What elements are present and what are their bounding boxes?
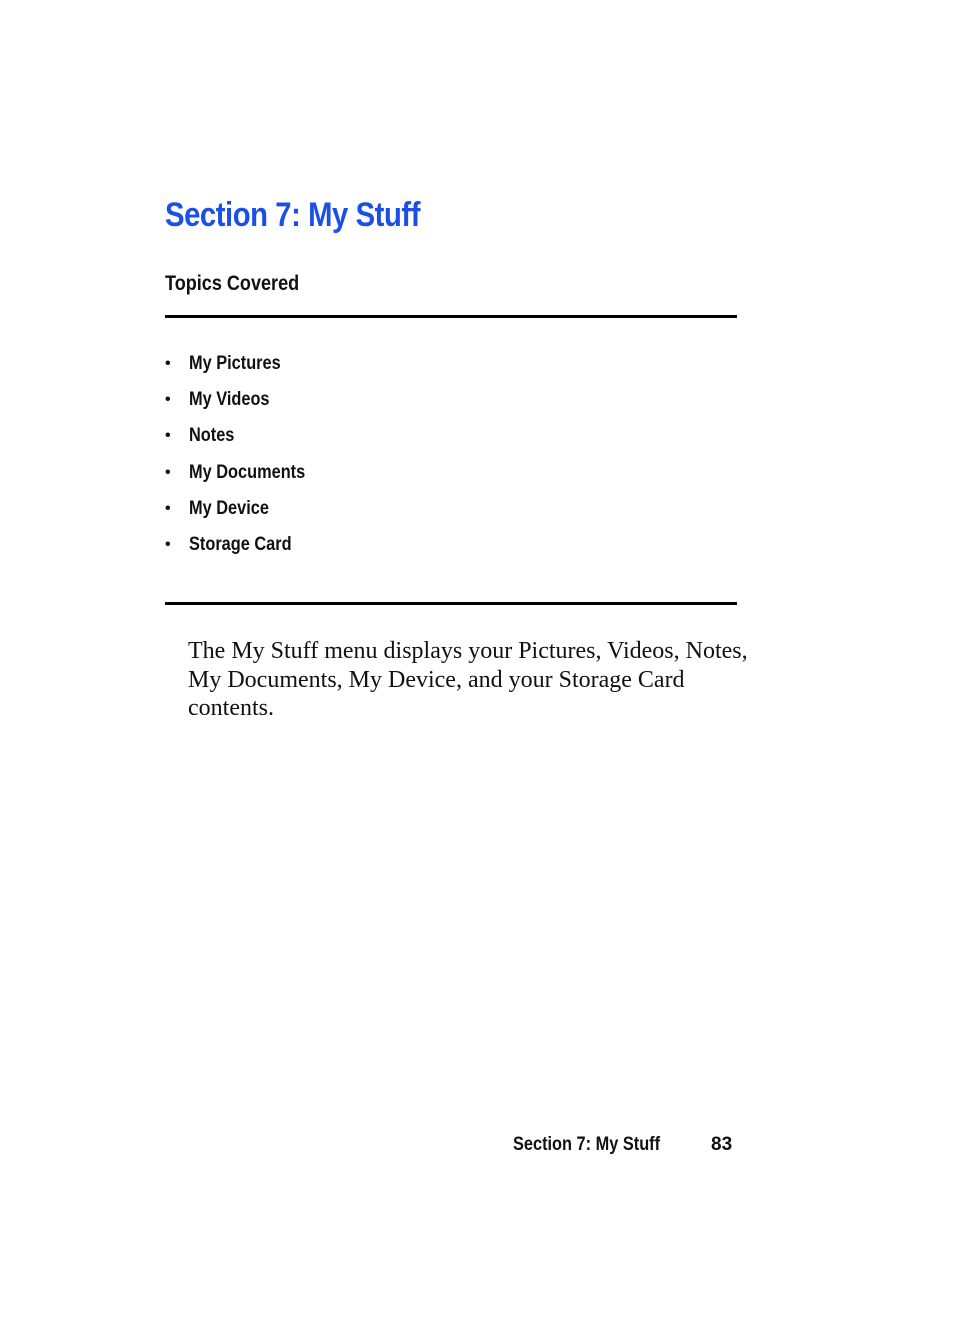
topic-label: My Pictures xyxy=(189,353,281,375)
topic-label: My Device xyxy=(189,497,269,519)
bullet-icon: • xyxy=(165,463,171,481)
list-item xyxy=(165,382,324,418)
topics-heading: Topics Covered xyxy=(165,272,300,295)
topics-list xyxy=(165,346,324,563)
topic-label: My Videos xyxy=(189,389,270,411)
bullet-icon: • xyxy=(165,536,171,554)
page-number: 83 xyxy=(711,1134,733,1155)
list-item xyxy=(165,527,324,563)
divider-bottom xyxy=(165,602,737,605)
bullet-icon: • xyxy=(165,427,171,445)
bullet-icon: • xyxy=(165,355,171,373)
divider-top xyxy=(165,315,737,318)
topic-label: Notes xyxy=(189,425,235,447)
intro-paragraph: The My Stuff menu displays your Pictures, Videos, Notes, My Documents, My Device, and your Storage Card contents. xyxy=(188,638,748,722)
page-title: Section 7: My Stuff xyxy=(165,196,421,234)
bullet-icon: • xyxy=(165,499,171,517)
list-item xyxy=(165,491,324,527)
topic-label: My Documents xyxy=(189,461,306,483)
list-item xyxy=(165,418,324,454)
bullet-icon: • xyxy=(165,391,171,409)
topic-label: Storage Card xyxy=(189,534,292,556)
list-item xyxy=(165,346,324,382)
footer-section-title: Section 7: My Stuff xyxy=(513,1134,661,1155)
list-item xyxy=(165,455,324,491)
